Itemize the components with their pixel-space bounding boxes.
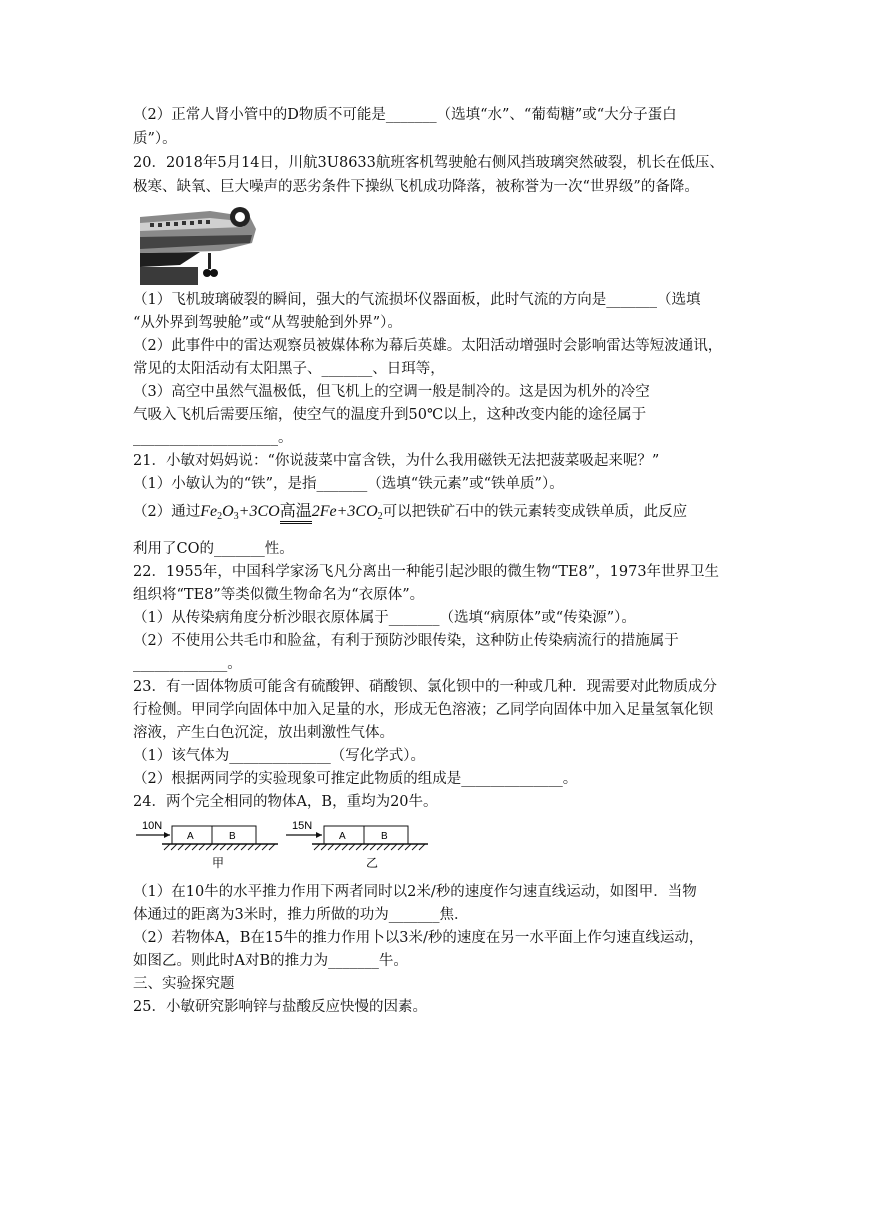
q22-stem-line1: 22．1955年，中国科学家汤飞凡分离出一种能引起沙眼的微生物“TE8”，1973年世界卫生 xyxy=(133,564,720,580)
q21-part2-prefix: （2）通过 xyxy=(133,504,201,520)
q23-part1: （1）该气体为______________（写化学式）。 xyxy=(133,748,425,764)
q20-part2-line1: （2）此事件中的雷达观察员被媒体称为幕后英雄。太阳活动增强时会影响雷达等短波通讯， xyxy=(133,338,723,354)
section-3-heading: 三、实验探究题 xyxy=(133,976,235,992)
q21-part1: （1）小敏认为的“铁”，是指_______（选填“铁元素”或“铁单质”）。 xyxy=(133,476,564,492)
q21-part2-line2: 利用了CO的_______性。 xyxy=(133,541,294,557)
q22-part2-line2: _____________。 xyxy=(133,656,242,672)
eq-o: O xyxy=(222,503,234,520)
q24-stem: 24．两个完全相同的物体A，B，重均为20牛。 xyxy=(133,794,438,810)
left-ground-hatch xyxy=(164,844,275,850)
q24-part2-line2: 如图乙。则此时A对B的推力为_______牛。 xyxy=(133,953,408,969)
q23-stem-line1: 23．有一固体物质可能含有硫酸钾、硝酸钡、氯化钡中的一种或几种．现需要对此物质成分 xyxy=(133,679,717,695)
right-ground-hatch xyxy=(314,844,425,850)
q20-part3-line3: ____________________。 xyxy=(133,430,293,446)
airplane-image xyxy=(140,203,258,285)
left-arrow-head xyxy=(164,832,170,838)
q23-part2: （2）根据两同学的实验现象可推定此物质的组成是______________。 xyxy=(133,771,578,787)
q20-part1-line2: “从外界到驾驶舱”或“从驾驶舱到外界”）。 xyxy=(133,315,402,331)
q22-part2-line1: （2）不使用公共毛巾和脸盆，有利于预防沙眼传染，这种防止传染病流行的措施属于 xyxy=(133,633,679,649)
q22-part1: （1）从传染病角度分析沙眼衣原体属于_______（选填“病原体”或“传染源”）。 xyxy=(133,610,636,626)
left-block-a-label: A xyxy=(187,831,194,842)
q24-part2-line1: （2）若物体A，B在15牛的推力作用卜以3米/秒的速度在另一水平面上作匀速直线运动， xyxy=(133,930,704,946)
q25-stem: 25．小敏研究影响锌与盐酸反应快慢的因素。 xyxy=(133,999,427,1015)
eq-3co: +3CO xyxy=(238,503,280,520)
eq-3co2: +3CO xyxy=(336,503,378,520)
q20-part2-line2: 常见的太阳活动有太阳黑子、_______、日珥等， xyxy=(133,361,445,377)
q23-stem-line3: 溶液，产生白色沉淀，放出刺激性气体。 xyxy=(133,725,394,741)
push-blocks-figure xyxy=(130,815,430,877)
left-block-b-label: B xyxy=(229,831,236,842)
q20-stem-line1: 20．2018年5月14日，川航3U8633航班客机驾驶舱右侧风挡玻璃突然破裂，机长在低压、 xyxy=(133,155,724,171)
q23-stem-line2: 行检侧。甲同学向固体中加入足量的水，形成无色溶液；乙同学向固体中加入足量氢氧化钡 xyxy=(133,702,713,718)
chemical-equation xyxy=(200,503,382,520)
right-block-a-label: A xyxy=(339,831,346,842)
q20-part3-line2: 气吸入飞机后需要压缩，使空气的温度升到50℃以上，这种改变内能的途径属于 xyxy=(133,407,647,423)
right-force-label: 15N xyxy=(292,820,313,832)
eq-sub-2: 2 xyxy=(217,511,223,522)
right-caption: 乙 xyxy=(366,856,379,870)
eq-condition: 高温 xyxy=(280,503,312,524)
q21-part2-suffix: 可以把铁矿石中的铁元素转变成铁单质，此反应 xyxy=(382,504,688,520)
left-force-label: 10N xyxy=(142,820,163,832)
q19-part2-line2: 质”）。 xyxy=(133,131,177,147)
eq-fe: Fe xyxy=(200,503,218,520)
q24-part1-line1: （1）在10牛的水平推力作用下两者同时以2米/秒的速度作匀速直线运动，如图甲．当物 xyxy=(133,884,697,900)
eq-2fe: 2Fe xyxy=(311,503,337,520)
q20-stem-line2: 极寒、缺氧、巨大噪声的恶劣条件下操纵飞机成功降落，被称誉为一次“世界级”的备降。 xyxy=(133,179,699,195)
left-caption: 甲 xyxy=(212,856,225,870)
q24-part1-line2: 体通过的距离为3米时，推力所做的功为_______焦． xyxy=(133,907,469,923)
right-block-b-label: B xyxy=(381,831,388,842)
q21-part2-equation-line xyxy=(133,502,687,527)
q20-part1-line1: （1）飞机玻璃破裂的瞬间，强大的气流损坏仪器面板，此时气流的方向是_______（选填 xyxy=(133,292,701,308)
q20-part3-line1: （3）高空中虽然气温极低，但飞机上的空调一般是制冷的。这是因为机外的冷空 xyxy=(133,384,650,400)
q22-stem-line2: 组织将“TE8”等类似微生物命名为“衣原体”。 xyxy=(133,587,425,603)
eq-sub-3: 3 xyxy=(233,511,239,522)
eq-sub-2b: 2 xyxy=(377,511,383,522)
q21-stem: 21．小敏对妈妈说：“你说菠菜中富含铁，为什么我用磁铁无法把菠菜吸起来呢？” xyxy=(133,453,660,469)
right-arrow-head xyxy=(316,832,322,838)
q19-part2-line1: （2）正常人肾小管中的D物质不可能是_______（选填“水”、“葡萄糖”或“大分子蛋白 xyxy=(133,107,677,123)
